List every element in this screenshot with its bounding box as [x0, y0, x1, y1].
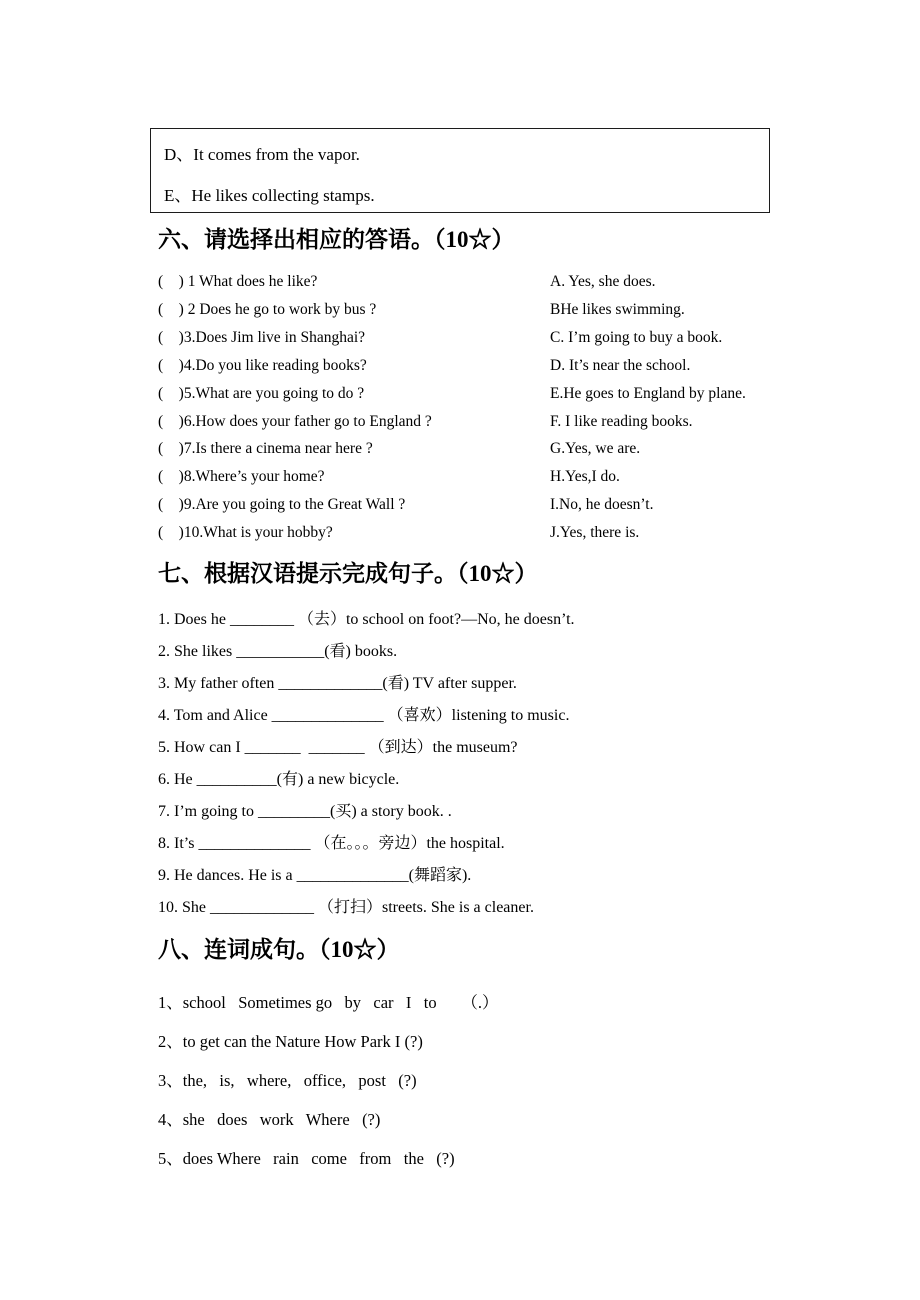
matching-answer: H.Yes,I do.: [550, 468, 620, 486]
matching-question: ( )10.What is your hobby?: [158, 524, 333, 542]
matching-question: ( )8.Where’s your home?: [158, 468, 325, 486]
matching-row: [158, 463, 808, 491]
fill-in-item: 4. Tom and Alice ______________ （喜欢）listening to music.: [158, 707, 570, 724]
fill-in-item: 8. It’s ______________ （在。。。旁边）the hospital.: [158, 835, 505, 852]
matching-question: ( )6.How does your father go to England ?: [158, 412, 432, 430]
matching-row: [158, 324, 808, 352]
section7-heading: 七、根据汉语提示完成句子。（10☆）: [158, 561, 538, 586]
fill-in-item: 2. She likes ___________(看) books.: [158, 643, 398, 660]
matching-row: [158, 268, 808, 296]
section8-rearrange-list: [158, 983, 808, 1178]
matching-row: [158, 435, 808, 463]
matching-answer: E.He goes to England by plane.: [550, 384, 746, 402]
rearrange-item: 1、school Sometimes go by car I to （.）: [158, 993, 499, 1012]
matching-answer: A. Yes, she does.: [550, 273, 656, 290]
section6-heading: 六、请选择出相应的答语。（10☆）: [158, 227, 515, 252]
matching-answer: BHe likes swimming.: [550, 300, 685, 318]
matching-answer: C. I’m going to buy a book.: [550, 328, 723, 346]
fill-in-item: 6. He __________(有) a new bicycle.: [158, 771, 400, 788]
matching-row: [158, 352, 808, 380]
matching-row: [158, 380, 808, 408]
matching-question: ( )7.Is there a cinema near here ?: [158, 440, 373, 458]
matching-question: ( ) 1 What does he like?: [158, 273, 318, 290]
answer-options-box: [150, 128, 770, 213]
rearrange-item: 3、the, is, where, office, post (?): [158, 1071, 417, 1090]
matching-answer: D. It’s near the school.: [550, 356, 691, 374]
answer-option-e: E、He likes collecting stamps.: [164, 186, 375, 205]
fill-in-item: 5. How can I _______ _______ （到达）the museum?: [158, 739, 518, 756]
matching-answer: I.No, he doesn’t.: [550, 496, 654, 514]
matching-question: ( )4.Do you like reading books?: [158, 356, 367, 374]
fill-in-item: 3. My father often _____________(看) TV after supper.: [158, 675, 517, 692]
fill-in-item: 10. She _____________ （打扫）streets. She is a cleaner.: [158, 899, 534, 916]
rearrange-item: 5、does Where rain come from the (?): [158, 1149, 455, 1168]
matching-answer: F. I like reading books.: [550, 412, 693, 430]
section6-matching-list: [158, 268, 808, 547]
rearrange-item: 4、she does work Where (?): [158, 1110, 381, 1129]
matching-row: [158, 491, 808, 519]
section8-heading: 八、连词成句。（10☆）: [158, 937, 400, 962]
fill-in-item: 9. He dances. He is a ______________(舞蹈家).: [158, 867, 472, 884]
matching-answer: G.Yes, we are.: [550, 440, 641, 458]
matching-question: ( ) 2 Does he go to work by bus ?: [158, 300, 377, 318]
fill-in-item: 1. Does he ________ （去）to school on foot?—No, he doesn’t.: [158, 611, 575, 628]
matching-question: ( )9.Are you going to the Great Wall ?: [158, 496, 406, 514]
section7-fill-list: [158, 604, 808, 924]
matching-row: [158, 408, 808, 436]
matching-question: ( )5.What are you going to do ?: [158, 384, 365, 402]
matching-row: [158, 296, 808, 324]
matching-row: [158, 519, 808, 547]
matching-answer: J.Yes, there is.: [550, 524, 640, 542]
rearrange-item: 2、to get can the Nature How Park I (?): [158, 1032, 423, 1051]
answer-option-d: D、It comes from the vapor.: [164, 145, 360, 164]
matching-question: ( )3.Does Jim live in Shanghai?: [158, 328, 366, 346]
fill-in-item: 7. I’m going to _________(买) a story book. .: [158, 803, 452, 820]
